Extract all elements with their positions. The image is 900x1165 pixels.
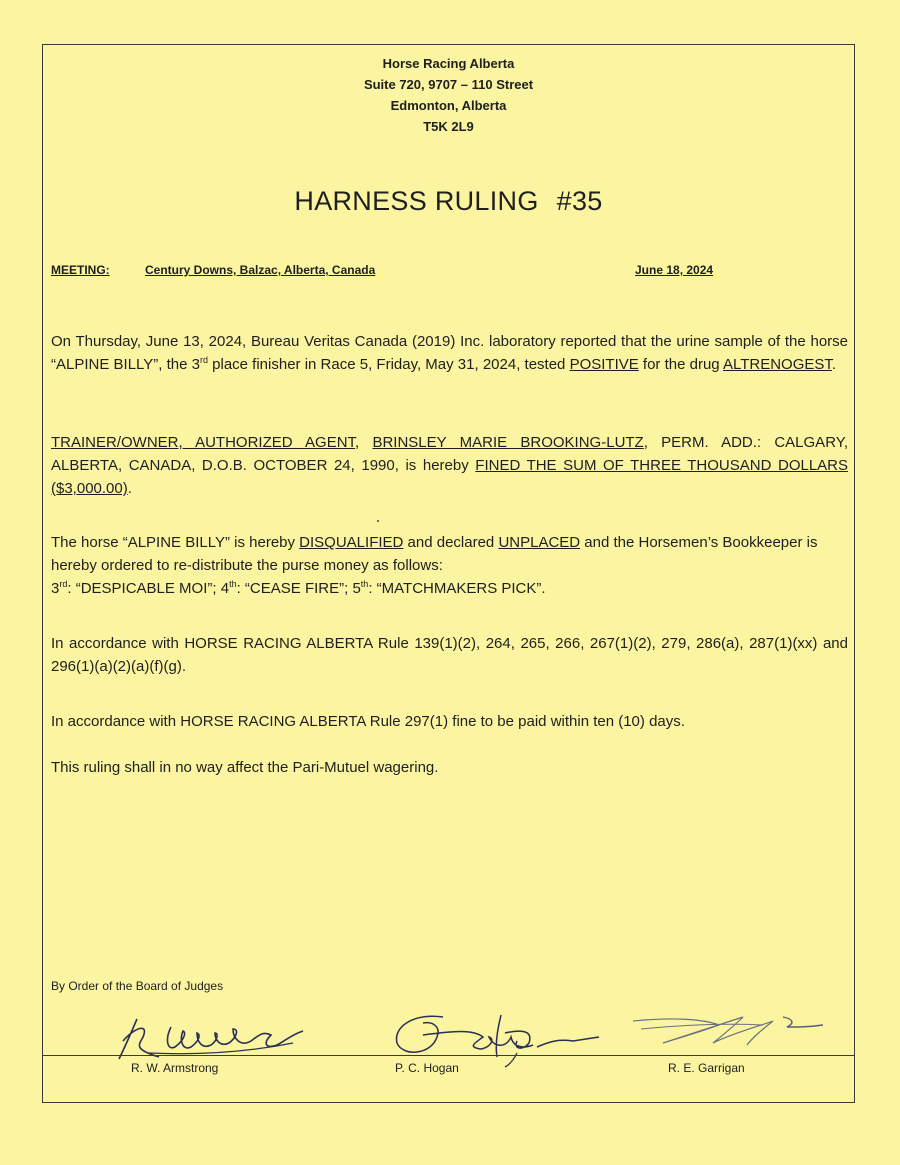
board-order: By Order of the Board of Judges	[51, 979, 224, 993]
trainer-role: TRAINER/OWNER, AUTHORIZED AGENT	[51, 434, 356, 451]
speck-mark	[377, 520, 379, 522]
place-number: 4	[220, 580, 230, 597]
ruling-title	[43, 186, 854, 217]
paragraph-lab-report	[51, 330, 848, 376]
paragraph-fine	[51, 431, 848, 500]
signer-name: P. C. Hogan	[395, 1061, 459, 1075]
placed-horse: : “CEASE FIRE”;	[236, 580, 353, 597]
ordinal-suffix: rd	[199, 355, 208, 365]
text-run: for the drug	[638, 356, 723, 373]
paragraph-wagering: This ruling shall in no way affect the Pari-Mutuel wagering.	[51, 759, 439, 776]
text-run: ,	[355, 434, 373, 451]
ordinal-suffix: th	[360, 579, 369, 589]
paragraph-disqualification	[51, 531, 848, 600]
org-name: Horse Racing Alberta	[382, 56, 515, 71]
ordinal-suffix: th	[229, 579, 237, 589]
signature-garrigan	[623, 1003, 853, 1053]
paragraph-payment: In accordance with HORSE RACING ALBERTA Rule 297(1) fine to be paid within ten (10) days.	[51, 713, 685, 730]
ruling-frame	[42, 44, 855, 1103]
text-run: .	[127, 480, 132, 497]
positive-result: POSITIVE	[569, 356, 639, 373]
placed-horse: : “MATCHMAKERS PICK”.	[368, 580, 546, 597]
text-run: and the Horsemen’s Bookkeeper is hereby ordered to re-distribute the purse money as follows:	[51, 534, 818, 574]
letterhead-address	[43, 53, 854, 137]
text-run: The horse “ALPINE BILLY” is hereby	[51, 534, 300, 551]
signer-name: R. W. Armstrong	[131, 1061, 219, 1075]
fine-amount: FINED THE SUM OF THREE THOUSAND DOLLARS ($3,000.00)	[51, 457, 849, 497]
title-text: HARNESS RULING	[294, 186, 539, 216]
meeting-venue: Century Downs, Balzac, Alberta, Canada	[145, 263, 376, 277]
ruling-date: June 18, 2024	[635, 263, 714, 277]
drug-name: ALTRENOGEST	[722, 356, 832, 373]
signature-armstrong	[113, 1007, 313, 1065]
street-address: Suite 720, 9707 – 110 Street	[363, 77, 534, 92]
placed-horse: : “DESPICABLE MOI”;	[67, 580, 221, 597]
city-province: Edmonton, Alberta	[390, 98, 507, 113]
signature-line	[43, 1055, 854, 1056]
text-run: .	[831, 356, 837, 373]
unplaced-label: UNPLACED	[498, 534, 581, 551]
ordinal-suffix: rd	[59, 579, 68, 589]
text-run: On Thursday, June 13, 2024, Bureau Veritas Canada (2019) Inc. laboratory reported that the urine sample of the horse “ALPINE BILLY”, the 3	[51, 333, 848, 373]
trainer-name: BRINSLEY MARIE BROOKING-LUTZ	[372, 434, 644, 451]
signature-hogan	[383, 1007, 603, 1069]
signer-name: R. E. Garrigan	[668, 1061, 745, 1075]
place-number: 3	[51, 580, 60, 597]
paragraph-rules: In accordance with HORSE RACING ALBERTA Rule 139(1)(2), 264, 265, 266, 267(1)(2), 279, 286(a), 287(1)(xx) and 296(1)(a)(2)(a)(f)(g).	[51, 635, 848, 675]
place-number: 5	[352, 580, 361, 597]
postal-code: T5K 2L9	[423, 119, 474, 134]
meeting-label: MEETING:	[51, 263, 110, 277]
disqualified-label: DISQUALIFIED	[299, 534, 404, 551]
ruling-number: #35	[556, 186, 603, 216]
text-run: place finisher in Race 5, Friday, May 31, 2024, tested	[207, 356, 570, 373]
text-run: , PERM. ADD.: CALGARY, ALBERTA, CANADA, D.O.B. OCTOBER 24, 1990, is hereby	[51, 434, 848, 474]
text-run: and declared	[403, 534, 499, 551]
